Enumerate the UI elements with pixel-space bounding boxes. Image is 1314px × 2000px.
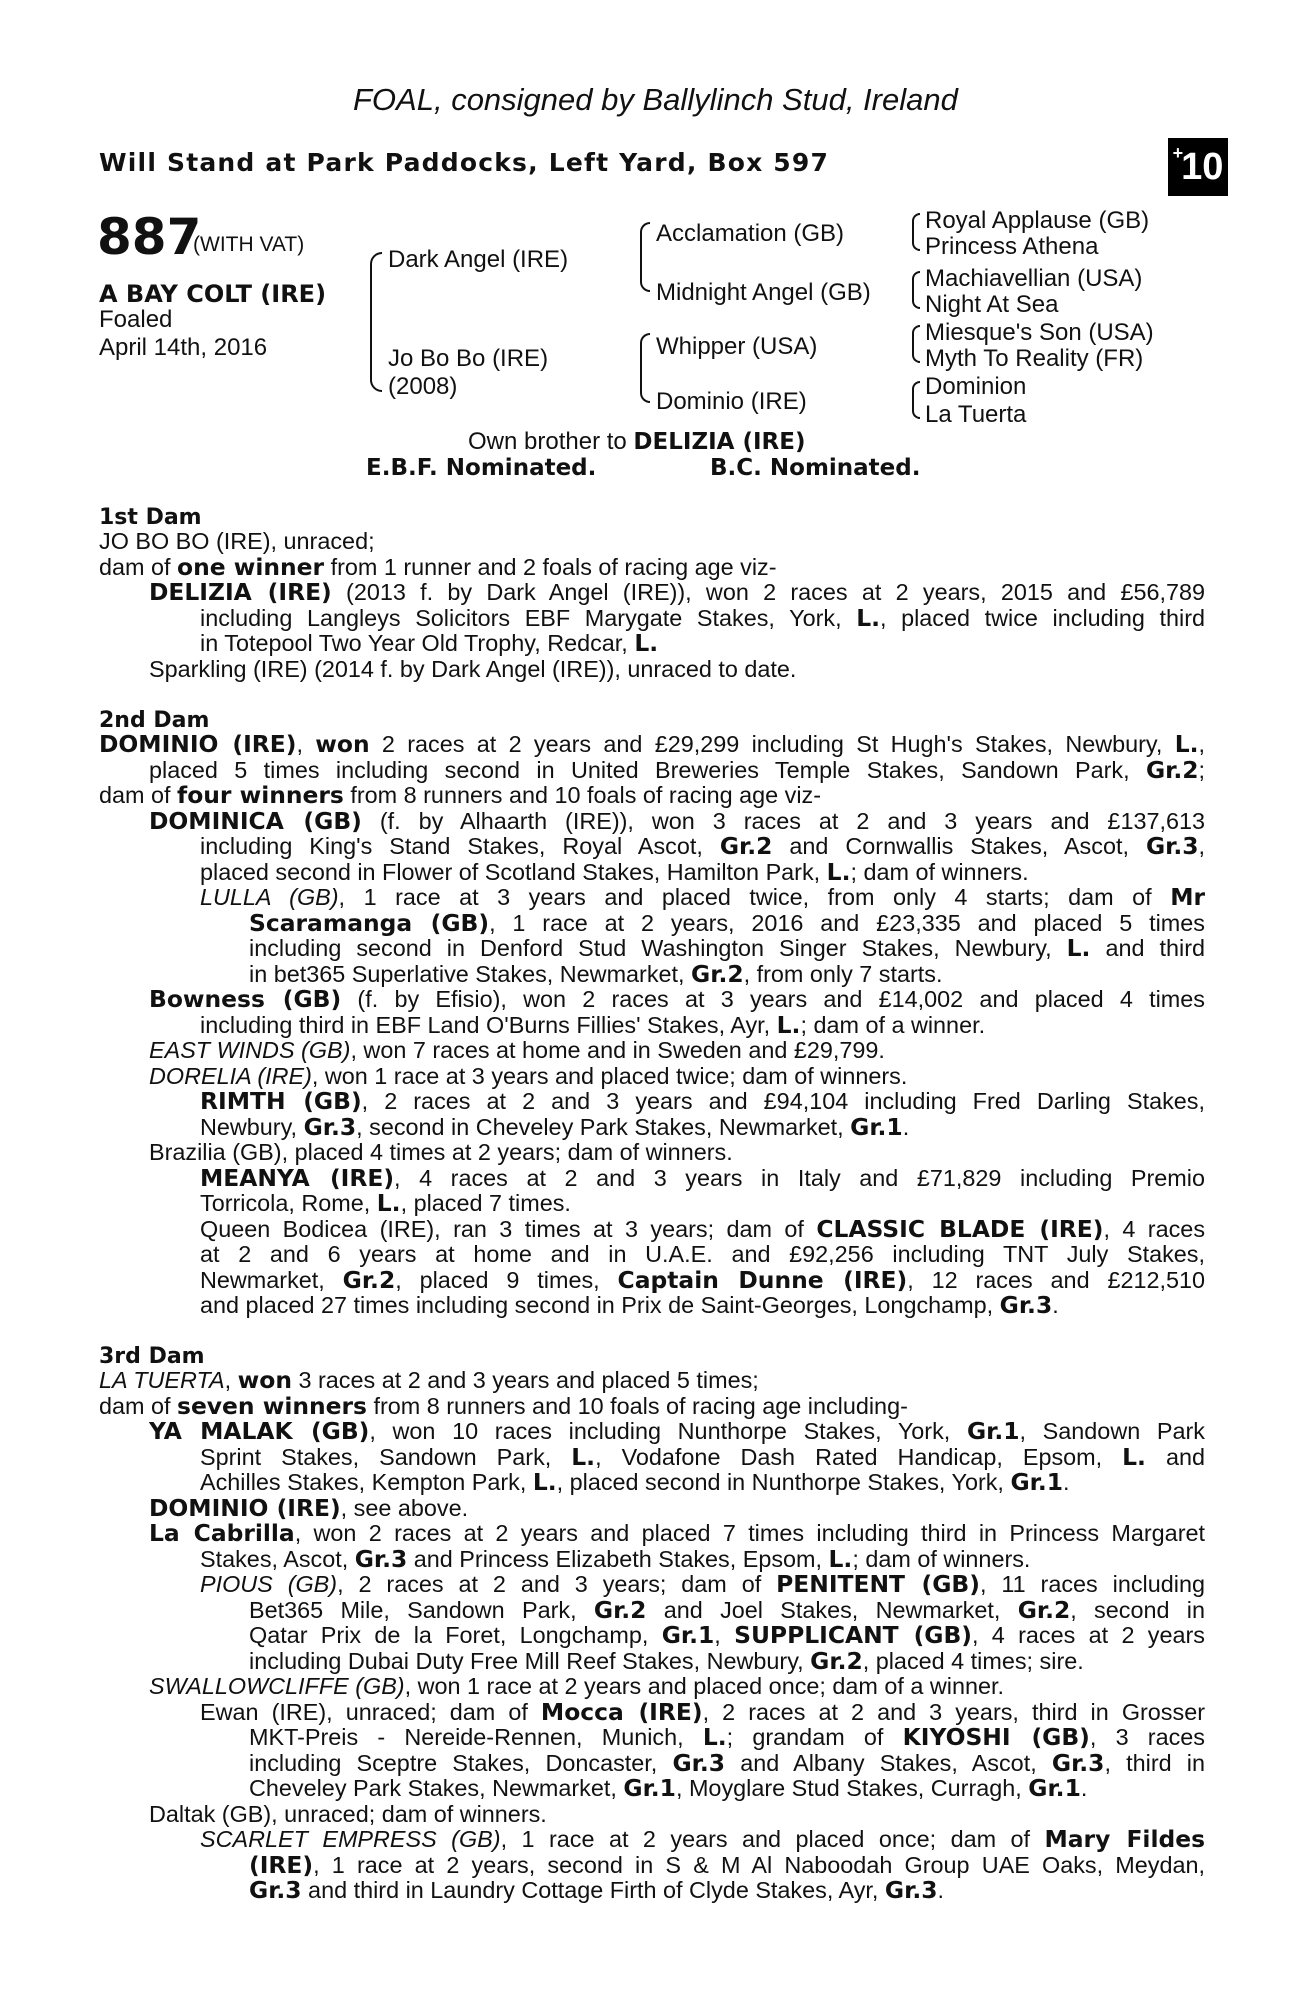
granddam-1: Princess Athena <box>925 233 1099 260</box>
text-run: L. <box>532 1468 557 1496</box>
text-run: Gr.1 <box>661 1621 715 1649</box>
text-run: L. <box>826 857 851 886</box>
text-line <box>99 1112 1205 1141</box>
text-run: Torricola, Rome, <box>200 1190 377 1216</box>
text-run: L. <box>1066 934 1091 962</box>
third-dam-heading: 3rd Dam <box>99 1344 205 1369</box>
text-run: L. <box>376 1189 401 1217</box>
text-run: Gr.3 <box>1051 1748 1105 1777</box>
text-run: CLASSIC BLADE (IRE) <box>816 1214 1104 1243</box>
text-line <box>99 1878 1205 1904</box>
text-line <box>99 1623 1205 1649</box>
text-run: ; dam of winners. <box>852 1545 1031 1572</box>
text-line <box>99 987 1205 1013</box>
text-run: won <box>237 1366 292 1394</box>
text-run: (f. by Alhaarth (IRE)), won 3 races at 2 and 3 years and £137,613 <box>361 807 1205 834</box>
text-run: and Albany Stakes, Ascot, <box>725 1749 1052 1776</box>
text-run: , placed 9 times, <box>395 1266 618 1293</box>
text-run: L. <box>571 1442 596 1471</box>
text-run: DOMINIO (IRE) <box>149 1493 341 1522</box>
text-run: and placed 27 times including second in Prix de Saint-Georges, Longchamp, <box>200 1292 1000 1318</box>
text-run: Sprint Stakes, Sandown Park, <box>200 1443 572 1470</box>
dam-dam: Dominio (IRE) <box>656 388 807 415</box>
text-run: including Sceptre Stakes, Doncaster, <box>249 1749 673 1776</box>
text-line <box>99 1265 1206 1294</box>
dam: Jo Bo Bo (IRE) <box>388 345 549 372</box>
text-line <box>99 936 1205 962</box>
text-line <box>99 1064 1205 1090</box>
text-run: DORELIA (IRE) <box>149 1062 312 1089</box>
text-run: MEANYA (IRE) <box>200 1163 395 1192</box>
text-run: including King's Stand Stakes, Royal Ascot, <box>200 833 720 859</box>
text-line <box>99 1827 1205 1853</box>
text-run: KIYOSHI (GB) <box>902 1723 1090 1751</box>
text-run: , 1 race at 3 years and placed twice, from only 4 starts; dam of <box>338 884 1171 910</box>
text-run: DOMINIO (IRE) <box>99 730 297 758</box>
text-run: and third in Laundry Cottage Firth of Clyde Stakes, Ayr, <box>301 1877 885 1903</box>
text-run: LA TUERTA <box>99 1367 225 1393</box>
granddam-2: Night At Sea <box>925 291 1059 318</box>
text-run: LULLA (GB) <box>200 884 339 910</box>
text-run: Gr.3 <box>999 1291 1053 1319</box>
text-run: , 1 race at 2 years and placed once; dam of <box>500 1826 1045 1852</box>
text-run: Brazilia (GB), placed 4 times at 2 years; dam of winners. <box>149 1139 733 1165</box>
badge-plus: + <box>1172 142 1184 163</box>
text-run: SUPPLICANT (GB) <box>734 1621 972 1649</box>
text-run: PIOUS (GB) <box>200 1571 338 1597</box>
consignor-line: FOAL, consigned by Ballylinch Stud, Ireland <box>353 82 958 117</box>
text-line <box>99 1595 1205 1624</box>
text-line <box>99 806 1205 835</box>
text-line <box>99 603 1205 632</box>
second-dam-body <box>99 732 1205 1319</box>
dam-bracket <box>640 333 650 403</box>
text-line <box>99 755 1205 784</box>
sire: Dark Angel (IRE) <box>388 246 569 273</box>
text-line <box>99 1697 1205 1726</box>
text-run: , 12 races and £212,510 <box>907 1266 1206 1293</box>
text-run: dam of <box>99 553 178 580</box>
text-line <box>99 834 1205 860</box>
text-run: ; grandam of <box>726 1724 903 1750</box>
text-run: Gr.2 <box>810 1646 863 1675</box>
lot-number: 887 <box>97 208 202 266</box>
text-run: , Vodafone Dash Rated Handicap, Epsom, <box>595 1443 1123 1470</box>
text-run: 2 races at 2 years and £29,299 including St Hugh's Stakes, Newbury, <box>369 731 1175 757</box>
first-dam-heading: 1st Dam <box>99 505 202 530</box>
text-line <box>99 1850 1205 1879</box>
grandsire-4: Dominion <box>925 373 1027 400</box>
text-run: Gr.2 <box>719 832 773 860</box>
text-line <box>99 1544 1205 1573</box>
badge-number: 10 <box>1181 145 1224 188</box>
text-run: , 1 race at 2 years, 2016 and £23,335 and placed 5 times <box>489 909 1205 936</box>
text-run: and Joel Stakes, Newmarket, <box>646 1596 1018 1623</box>
text-run: , 11 races including <box>979 1571 1205 1597</box>
text-run: Sparkling (IRE) (2014 f. by Dark Angel (IRE)), unraced to date. <box>149 655 797 682</box>
text-run: Newmarket, <box>200 1266 343 1293</box>
text-run: Gr.3 <box>884 1876 938 1904</box>
ebf-nominated: E.B.F. Nominated. <box>366 455 597 481</box>
first-dam-body <box>99 529 1205 682</box>
text-run: Gr.1 <box>1028 1774 1081 1802</box>
third-dam-body <box>99 1368 1205 1904</box>
sire-sire: Acclamation (GB) <box>656 220 845 247</box>
text-run: Ewan (IRE), unraced; dam of <box>200 1698 541 1725</box>
text-run: , won 7 races at home and in Sweden and £29,799. <box>350 1037 885 1063</box>
text-run: , placed 7 times. <box>400 1190 571 1216</box>
bc-nominated: B.C. Nominated. <box>710 455 921 481</box>
text-run: . <box>1052 1292 1059 1318</box>
text-run: Gr.3 <box>354 1544 408 1573</box>
text-run: seven winners <box>177 1391 367 1420</box>
text-run: La Cabrilla <box>149 1519 295 1547</box>
text-line <box>99 1802 1205 1828</box>
grandsire-1: Royal Applause (GB) <box>925 207 1150 234</box>
text-run: placed second in Flower of Scotland Stakes, Hamilton Park, <box>200 858 827 885</box>
text-run: Bet365 Mile, Sandown Park, <box>249 1596 594 1623</box>
text-run: DOMINICA (GB) <box>149 806 362 835</box>
text-line <box>99 1442 1205 1471</box>
text-run: Gr.2 <box>342 1265 396 1294</box>
grandsire-2: Machiavellian (USA) <box>925 265 1143 292</box>
text-run: Captain Dunne (IRE) <box>617 1265 908 1294</box>
text-run: Achilles Stakes, Kempton Park, <box>200 1469 533 1495</box>
text-run: at 2 and 6 years at home and in U.A.E. and £92,256 including TNT July Stakes, <box>200 1241 1205 1267</box>
text-run: Mocca (IRE) <box>540 1697 703 1726</box>
text-run: . <box>937 1877 944 1903</box>
sire-bracket <box>640 222 650 292</box>
text-line <box>99 1242 1205 1268</box>
text-line <box>99 959 1205 988</box>
text-run: , placed twice including third <box>879 604 1205 631</box>
text-line <box>99 1748 1205 1777</box>
text-run: YA MALAK (GB) <box>149 1417 370 1445</box>
text-run: Gr.2 <box>1145 755 1199 784</box>
text-run: ; dam of a winner. <box>800 1011 986 1038</box>
text-run: won <box>315 730 370 758</box>
text-run: , 1 race at 2 years, second in S & M Al Naboodah Group UAE Oaks, Meydan, <box>313 1851 1205 1878</box>
text-run: Queen Bodicea (IRE), ran 3 times at 3 years; dam of <box>200 1215 817 1242</box>
g-bracket-2 <box>912 271 920 309</box>
text-run: and Princess Elizabeth Stakes, Epsom, <box>407 1545 829 1572</box>
stand-location: Will Stand at Park Paddocks, Left Yard, Box 597 <box>99 148 830 177</box>
text-line <box>99 1010 1205 1039</box>
text-line <box>99 657 1205 683</box>
text-run: , see above. <box>340 1494 469 1521</box>
text-run: RIMTH (GB) <box>200 1087 362 1115</box>
text-run: Bowness (GB) <box>149 985 342 1013</box>
text-run: PENITENT (GB) <box>776 1570 980 1598</box>
text-run: JO BO BO (IRE), unraced; <box>99 528 375 554</box>
second-dam-heading: 2nd Dam <box>99 708 210 733</box>
text-line <box>99 783 1205 809</box>
text-run: Mary Fildes <box>1044 1825 1205 1853</box>
text-run: Newbury, <box>200 1113 304 1140</box>
dam-sire: Whipper (USA) <box>656 333 818 360</box>
text-run: , 2 races at 2 and 3 years; dam of <box>337 1571 777 1597</box>
text-run: Stakes, Ascot, <box>200 1545 355 1572</box>
colt-name: A BAY COLT (IRE) <box>99 280 327 308</box>
text-run: including Langleys Solicitors EBF Marygate Stakes, York, <box>200 604 857 631</box>
text-run: including Dubai Duty Free Mill Reef Stakes, Newbury, <box>249 1647 811 1674</box>
text-line <box>99 1214 1206 1243</box>
text-run: , second in Cheveley Park Stakes, Newmarket, <box>356 1113 851 1140</box>
text-line <box>99 732 1205 758</box>
pedigree-bracket-main <box>370 252 382 392</box>
text-run: , <box>714 1622 735 1648</box>
text-run: , 4 races at 2 and 3 years in Italy and £71,829 including Premio <box>394 1164 1205 1191</box>
text-line <box>99 1391 1205 1420</box>
text-run: , placed 4 times; sire. <box>862 1647 1084 1674</box>
text-run: . <box>1080 1775 1088 1801</box>
text-line <box>99 1293 1205 1319</box>
text-run: including second in Denford Stud Washington Singer Stakes, Newbury, <box>249 935 1067 961</box>
text-run: Gr.1 <box>850 1112 903 1141</box>
text-run: , won 1 race at 2 years and placed once; dam of a winner. <box>404 1673 1005 1699</box>
text-run: from 1 runner and 2 foals of racing age viz- <box>324 553 777 580</box>
text-run: ; <box>1198 756 1205 783</box>
text-run: L. <box>1174 730 1199 758</box>
grandsire-3: Miesque's Son (USA) <box>925 319 1154 346</box>
text-run: placed 5 times including second in United Breweries Temple Stakes, Sandown Park, <box>149 756 1146 783</box>
text-run: , <box>224 1367 238 1393</box>
g-bracket-3 <box>912 325 920 363</box>
text-run: Gr.1 <box>623 1774 676 1802</box>
own-brother-prefix: Own brother to <box>468 428 634 455</box>
text-run: Cheveley Park Stakes, Newmarket, <box>249 1775 624 1801</box>
text-run: , <box>296 731 316 757</box>
text-run: , won 1 race at 3 years and placed twice; dam of winners. <box>311 1062 908 1089</box>
text-run: dam of <box>99 1392 178 1419</box>
text-line <box>99 1725 1205 1751</box>
text-run: SWALLOWCLIFFE (GB) <box>149 1673 405 1699</box>
text-line <box>99 1646 1205 1675</box>
text-run: L. <box>702 1723 727 1751</box>
text-line <box>99 1470 1205 1496</box>
text-line <box>99 1521 1205 1547</box>
text-line <box>99 1140 1205 1166</box>
text-run: , 4 races <box>1103 1215 1206 1242</box>
text-line <box>99 857 1205 886</box>
text-line <box>99 580 1205 606</box>
granddam-4: La Tuerta <box>925 401 1027 428</box>
text-line <box>99 1572 1205 1598</box>
text-run: Gr.2 <box>1017 1595 1071 1624</box>
foaled-date: April 14th, 2016 <box>99 334 268 361</box>
text-line <box>99 1419 1205 1445</box>
text-run: , second in <box>1070 1596 1205 1623</box>
text-run: , Sandown Park <box>1019 1418 1205 1444</box>
text-run: (f. by Efisio), won 2 races at 3 years and £14,002 and placed 4 times <box>341 986 1205 1012</box>
text-line <box>99 1038 1205 1064</box>
text-line <box>99 1191 1205 1217</box>
text-run: , Moyglare Stud Stakes, Curragh, <box>675 1775 1029 1801</box>
text-run: Daltak (GB), unraced; dam of winners. <box>149 1800 547 1827</box>
text-run: Qatar Prix de la Foret, Longchamp, <box>249 1622 662 1648</box>
text-run: . <box>902 1113 910 1140</box>
text-run: Gr.1 <box>1010 1468 1063 1496</box>
text-run: , 2 races at 2 and 3 years, third in Grosser <box>702 1698 1205 1725</box>
lot-badge <box>1168 138 1228 196</box>
text-run: from 8 runners and 10 foals of racing age viz- <box>343 782 822 808</box>
text-run: SCARLET EMPRESS (GB) <box>200 1826 501 1852</box>
text-run: in Totepool Two Year Old Trophy, Redcar, <box>200 630 635 656</box>
text-run: L. <box>828 1544 853 1573</box>
text-line <box>99 908 1205 937</box>
text-run: , 3 races <box>1089 1724 1205 1750</box>
text-run: Scaramanga (GB) <box>249 908 490 937</box>
text-run: one winner <box>177 552 325 581</box>
text-run: Gr.3 <box>672 1748 726 1777</box>
text-run: dam of <box>99 782 178 808</box>
text-run: Mr <box>1170 883 1205 911</box>
text-run: ; dam of winners. <box>850 858 1029 885</box>
text-run: , won 2 races at 2 years and placed 7 times including third in Princess Margaret <box>294 1520 1205 1546</box>
text-run: from 8 runners and 10 foals of racing age including- <box>366 1392 908 1419</box>
text-run: Gr.3 <box>1145 832 1199 860</box>
text-line <box>99 1776 1205 1802</box>
text-run: and third <box>1090 935 1205 961</box>
text-run: Gr.3 <box>303 1112 357 1141</box>
text-run: . <box>1063 1469 1070 1495</box>
text-run: , <box>1198 731 1205 757</box>
text-line <box>99 631 1205 657</box>
sire-dam: Midnight Angel (GB) <box>656 279 871 306</box>
text-run: and <box>1145 1443 1205 1470</box>
text-run: L. <box>856 603 880 632</box>
text-run: MKT-Preis - Nereide-Rennen, Munich, <box>249 1724 703 1750</box>
text-run: Gr.3 <box>249 1876 302 1904</box>
dam-year: (2008) <box>388 373 458 400</box>
g-bracket-1 <box>912 213 920 251</box>
text-run: EAST WINDS (GB) <box>149 1037 351 1063</box>
text-run: DELIZIA (IRE) <box>149 578 332 606</box>
text-run: , won 10 races including Nunthorpe Stakes, York, <box>369 1418 967 1444</box>
text-run: and Cornwallis Stakes, Ascot, <box>772 833 1146 859</box>
own-brother-name: DELIZIA (IRE) <box>633 429 806 455</box>
text-run: (IRE) <box>249 1850 314 1879</box>
text-line <box>99 1368 1205 1394</box>
text-run: , placed second in Nunthorpe Stakes, York, <box>556 1469 1011 1495</box>
foaled-label: Foaled <box>99 306 173 333</box>
text-run: , from only 7 starts. <box>743 960 943 987</box>
text-run: L. <box>634 629 659 657</box>
text-run: (2013 f. by Dark Angel (IRE)), won 2 races at 2 years, 2015 and £56,789 <box>331 579 1206 605</box>
text-run: Gr.1 <box>966 1417 1020 1445</box>
text-line <box>99 552 1205 581</box>
text-run: , 4 races at 2 years <box>972 1622 1205 1648</box>
text-run: including third in EBF Land O'Burns Fillies' Stakes, Ayr, <box>200 1011 777 1038</box>
text-run: 3 races at 2 and 3 years and placed 5 times; <box>292 1367 759 1393</box>
text-run: Gr.2 <box>593 1595 647 1624</box>
text-line <box>99 885 1205 911</box>
text-run: L. <box>1122 1442 1146 1471</box>
text-line <box>99 1674 1205 1700</box>
text-run: , <box>1198 833 1205 859</box>
text-run: in bet365 Superlative Stakes, Newmarket, <box>249 960 692 987</box>
text-run: L. <box>776 1010 801 1039</box>
g-bracket-4 <box>912 381 920 419</box>
text-line <box>99 529 1205 555</box>
text-run: Gr.2 <box>691 959 744 988</box>
text-run: four winners <box>177 781 344 809</box>
granddam-3: Myth To Reality (FR) <box>925 345 1144 372</box>
text-line <box>99 1493 1205 1522</box>
text-line <box>99 1089 1205 1115</box>
text-line <box>99 1163 1205 1192</box>
text-run: , third in <box>1104 1749 1205 1776</box>
text-run: , 2 races at 2 and 3 years and £94,104 including Fred Darling Stakes, <box>361 1088 1205 1114</box>
vat-label: (WITH VAT) <box>193 233 305 256</box>
own-brother-line <box>468 428 805 456</box>
